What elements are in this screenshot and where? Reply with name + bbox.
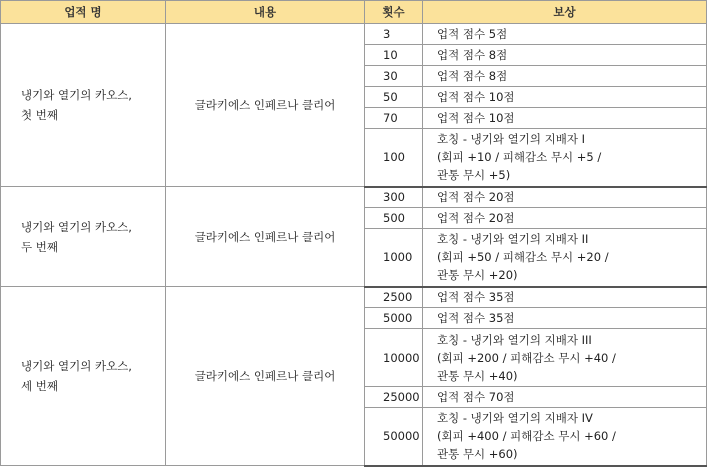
reward-cell [423, 45, 707, 66]
reward-line: 업적 점수 5점 [437, 27, 508, 41]
achievement-name-cell [1, 287, 166, 466]
reward-cell [423, 24, 707, 45]
reward-line: 관통 무시 +60) [437, 447, 518, 462]
reward-line: 업적 점수 8점 [437, 69, 508, 83]
reward-cell [423, 329, 707, 387]
reward-cell [423, 229, 707, 287]
reward-cell [423, 408, 707, 466]
achievement-content-cell: 글라키에스 인페르나 클리어 [166, 187, 365, 287]
reward-line: 업적 점수 20점 [437, 211, 515, 225]
reward-line: 호칭 - 냉기와 열기의 지배자 II [437, 232, 589, 247]
count-cell: 500 [365, 208, 423, 229]
count-cell: 10 [365, 45, 423, 66]
count-cell: 50 [365, 87, 423, 108]
reward-line: 호칭 - 냉기와 열기의 지배자 I [437, 132, 586, 147]
reward-line: (회피 +400 / 피해감소 무시 +60 / [437, 429, 616, 444]
reward-line: 관통 무시 +20) [437, 268, 518, 283]
table-body [1, 24, 707, 466]
table-row [1, 187, 707, 208]
header-reward: 보상 [423, 1, 707, 24]
reward-cell [423, 187, 707, 208]
header-content: 내용 [166, 1, 365, 24]
reward-cell [423, 108, 707, 129]
achievement-name-cell [1, 187, 166, 287]
achievement-content-cell: 글라키에스 인페르나 클리어 [166, 24, 365, 187]
reward-cell [423, 287, 707, 308]
reward-line: 업적 점수 35점 [437, 311, 515, 325]
achievement-name-line: 세 번째 [21, 379, 58, 393]
reward-line: 호칭 - 냉기와 열기의 지배자 IV [437, 411, 593, 426]
reward-line: 업적 점수 8점 [437, 48, 508, 62]
count-cell: 5000 [365, 308, 423, 329]
count-cell: 30 [365, 66, 423, 87]
reward-line: 업적 점수 70점 [437, 390, 515, 404]
reward-line: 호칭 - 냉기와 열기의 지배자 III [437, 332, 592, 347]
reward-line: (회피 +10 / 피해감소 무시 +5 / [437, 150, 602, 165]
count-cell: 1000 [365, 229, 423, 287]
reward-cell [423, 387, 707, 408]
table-row [1, 24, 707, 45]
reward-line: 업적 점수 35점 [437, 290, 515, 305]
achievement-name-line: 두 번째 [21, 239, 58, 254]
reward-line: (회피 +200 / 피해감소 무시 +40 / [437, 350, 616, 365]
reward-cell [423, 87, 707, 108]
reward-line: 관통 무시 +5) [437, 168, 511, 183]
achievement-name-line: 냉기와 열기의 카오스, [21, 219, 132, 234]
reward-line: (회피 +50 / 피해감소 무시 +20 / [437, 250, 609, 265]
count-cell: 2500 [365, 287, 423, 308]
achievement-name-line: 냉기와 열기의 카오스, [21, 359, 132, 373]
achievement-content-cell: 글라키에스 인페르나 클리어 [166, 287, 365, 466]
table-row [1, 287, 707, 308]
header-achievement-name: 업적 명 [1, 1, 166, 24]
count-cell: 3 [365, 24, 423, 45]
achievement-name-cell [1, 24, 166, 187]
count-cell: 300 [365, 187, 423, 208]
header-count: 횟수 [365, 1, 423, 24]
count-cell: 25000 [365, 387, 423, 408]
reward-line: 업적 점수 10점 [437, 90, 515, 104]
count-cell: 50000 [365, 408, 423, 466]
reward-cell [423, 129, 707, 187]
count-cell: 10000 [365, 329, 423, 387]
count-cell: 70 [365, 108, 423, 129]
count-cell: 100 [365, 129, 423, 187]
reward-cell [423, 208, 707, 229]
achievement-name-line: 냉기와 열기의 카오스, [21, 88, 132, 102]
reward-cell [423, 66, 707, 87]
achievement-name-line: 첫 번째 [21, 108, 58, 122]
reward-line: 업적 점수 10점 [437, 111, 515, 125]
reward-line: 관통 무시 +40) [437, 368, 518, 383]
reward-line: 업적 점수 20점 [437, 190, 515, 205]
reward-cell [423, 308, 707, 329]
header-row [1, 1, 707, 24]
